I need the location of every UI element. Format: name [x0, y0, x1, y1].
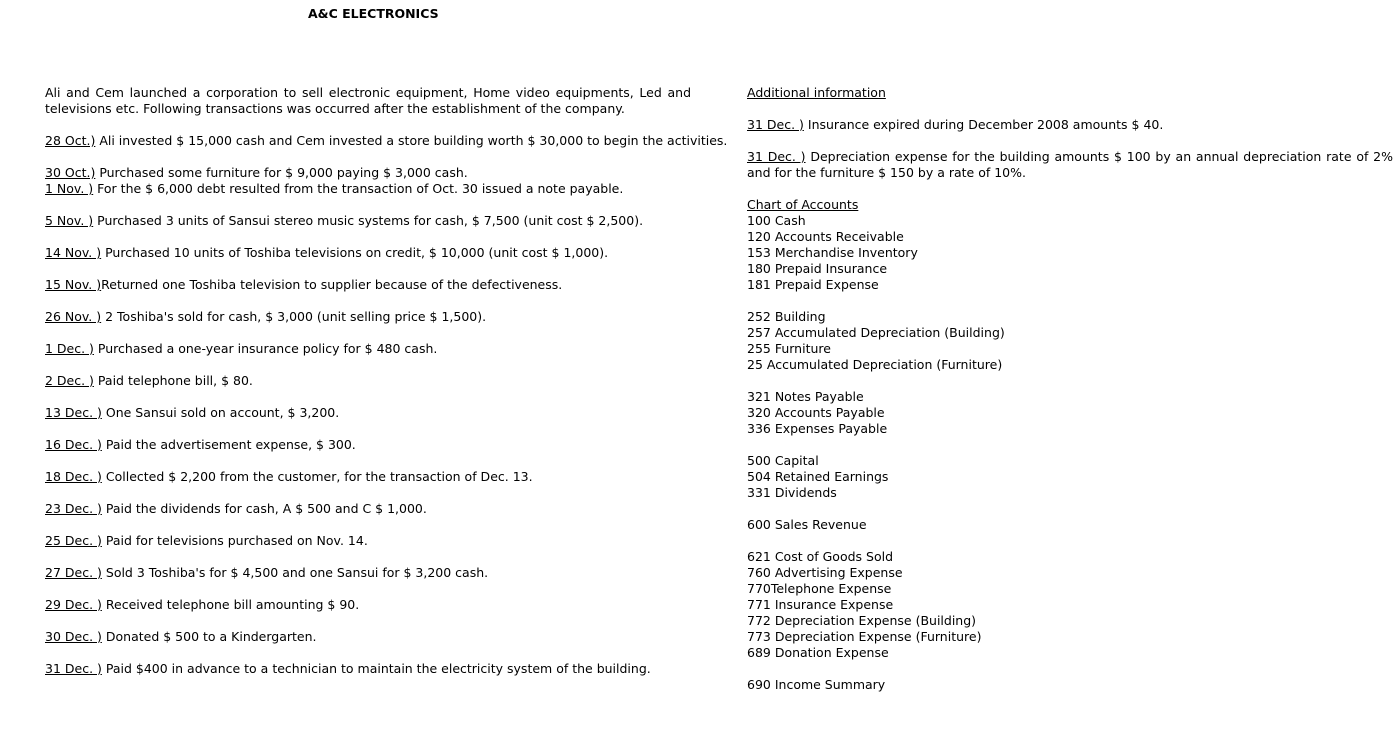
transaction-list — [45, 133, 728, 677]
transaction-item — [45, 565, 691, 581]
intro-paragraph: Ali and Cem launched a corporation to sell electronic equipment, Home video equipments, Led and televisions etc. Following transactions was occurred after the establishment of the company. — [45, 85, 691, 116]
account-item: 760 Advertising Expense — [747, 565, 903, 580]
transaction-date: 28 Oct.) — [45, 133, 96, 148]
transaction-item — [45, 181, 691, 197]
account-item: 255 Furniture — [747, 341, 831, 356]
transaction-text: Purchased 3 units of Sansui stereo music systems for cash, $ 7,500 (unit cost $ 2,500). — [93, 213, 644, 228]
transaction-text: One Sansui sold on account, $ 3,200. — [101, 405, 340, 420]
account-item: 773 Depreciation Expense (Furniture) — [747, 629, 982, 644]
transaction-text: Donated $ 500 to a Kindergarten. — [101, 629, 317, 644]
transaction-item — [45, 597, 691, 613]
account-group — [747, 453, 1393, 501]
transaction-item — [45, 469, 691, 485]
account-group — [747, 517, 1393, 533]
transaction-date: 25 Dec. ) — [45, 533, 102, 548]
document-title: A&C ELECTRONICS — [308, 6, 439, 21]
transaction-text: Paid $400 in advance to a technician to maintain the electricity system of the building. — [101, 661, 651, 676]
account-item: 621 Cost of Goods Sold — [747, 549, 894, 564]
transaction-text: Returned one Toshiba television to supplier because of the defectiveness. — [101, 277, 563, 292]
account-item: 336 Expenses Payable — [747, 421, 888, 436]
transaction-date: 13 Dec. ) — [45, 405, 102, 420]
transaction-text: Paid the dividends for cash, A $ 500 and C $ 1,000. — [101, 501, 427, 516]
account-item: 321 Notes Payable — [747, 389, 864, 404]
additional-info-item — [747, 117, 1393, 133]
account-item: 120 Accounts Receivable — [747, 229, 904, 244]
transaction-item — [45, 245, 691, 261]
account-item: 320 Accounts Payable — [747, 405, 885, 420]
transactions-column — [45, 85, 728, 693]
transaction-text: Paid for televisions purchased on Nov. 14. — [101, 533, 368, 548]
transaction-text: 2 Toshiba's sold for cash, $ 3,000 (unit selling price $ 1,500). — [101, 309, 487, 324]
transaction-date: 14 Nov. ) — [45, 245, 102, 260]
transaction-text: Paid the advertisement expense, $ 300. — [101, 437, 356, 452]
transaction-item — [45, 373, 691, 389]
account-item: 153 Merchandise Inventory — [747, 245, 918, 260]
transaction-item — [45, 405, 691, 421]
transaction-item — [45, 133, 728, 149]
chart-of-accounts-heading: Chart of Accounts — [747, 197, 859, 212]
transaction-date: 27 Dec. ) — [45, 565, 102, 580]
transaction-date: 1 Nov. ) — [45, 181, 94, 196]
account-item: 772 Depreciation Expense (Building) — [747, 613, 977, 628]
transaction-item — [45, 629, 691, 645]
transaction-item — [45, 661, 691, 677]
account-item: 504 Retained Earnings — [747, 469, 889, 484]
account-item: 770Telephone Expense — [747, 581, 892, 596]
transaction-item — [45, 501, 691, 517]
account-group — [747, 677, 1393, 693]
transaction-text: Ali invested $ 15,000 cash and Cem invested a store building worth $ 30,000 to begin the activities. — [95, 133, 728, 148]
account-item: 257 Accumulated Depreciation (Building) — [747, 325, 1005, 340]
additional-info-section — [747, 85, 1393, 101]
account-item: 331 Dividends — [747, 485, 837, 500]
transaction-date: 5 Nov. ) — [45, 213, 94, 228]
transaction-date: 30 Oct.) — [45, 165, 96, 180]
account-item: 252 Building — [747, 309, 826, 324]
transaction-item — [45, 165, 691, 181]
transaction-item — [45, 437, 691, 453]
transaction-date: 31 Dec. ) — [45, 661, 102, 676]
additional-info-text: Insurance expired during December 2008 amounts $ 40. — [803, 117, 1164, 132]
transaction-text: Purchased 10 units of Toshiba televisions on credit, $ 10,000 (unit cost $ 1,000). — [101, 245, 609, 260]
transaction-item — [45, 533, 691, 549]
account-group — [747, 389, 1393, 437]
account-group — [747, 549, 1393, 661]
transaction-text: For the $ 6,000 debt resulted from the transaction of Oct. 30 issued a note payable. — [93, 181, 624, 196]
transaction-item — [45, 277, 691, 293]
transaction-text: Received telephone bill amounting $ 90. — [101, 597, 360, 612]
transaction-date: 29 Dec. ) — [45, 597, 102, 612]
transaction-date: 15 Nov. ) — [45, 277, 102, 292]
account-item: 500 Capital — [747, 453, 819, 468]
transaction-date: 1 Dec. ) — [45, 341, 94, 356]
transaction-date: 30 Dec. ) — [45, 629, 102, 644]
transaction-date: 26 Nov. ) — [45, 309, 102, 324]
additional-info-heading: Additional information — [747, 85, 886, 100]
transaction-date: 2 Dec. ) — [45, 373, 94, 388]
transaction-text: Purchased a one-year insurance policy for $ 480 cash. — [93, 341, 438, 356]
chart-of-accounts-list — [747, 213, 1393, 693]
account-item: 690 Income Summary — [747, 677, 886, 692]
account-item: 180 Prepaid Insurance — [747, 261, 888, 276]
account-item: 689 Donation Expense — [747, 645, 889, 660]
account-item: 600 Sales Revenue — [747, 517, 867, 532]
transaction-item — [45, 309, 691, 325]
account-item: 25 Accumulated Depreciation (Furniture) — [747, 357, 1003, 372]
account-group — [747, 213, 1393, 293]
transaction-date: 16 Dec. ) — [45, 437, 102, 452]
transaction-item — [45, 213, 691, 229]
transaction-date: 23 Dec. ) — [45, 501, 102, 516]
transaction-text: Paid telephone bill, $ 80. — [93, 373, 253, 388]
additional-info-date: 31 Dec. ) — [747, 149, 806, 164]
info-column — [747, 85, 1393, 709]
transaction-text: Collected $ 2,200 from the customer, for the transaction of Dec. 13. — [101, 469, 533, 484]
account-item: 100 Cash — [747, 213, 806, 228]
additional-info-text: Depreciation expense for the building amounts $ 100 by an annual depreciation rate of 2% and for the furniture $ 150 by a rate of 10%. — [747, 149, 1393, 180]
transaction-date: 18 Dec. ) — [45, 469, 102, 484]
transaction-item — [45, 341, 691, 357]
account-group — [747, 309, 1393, 373]
transaction-text: Sold 3 Toshiba's for $ 4,500 and one Sansui for $ 3,200 cash. — [101, 565, 489, 580]
account-item: 771 Insurance Expense — [747, 597, 894, 612]
transaction-text: Purchased some furniture for $ 9,000 paying $ 3,000 cash. — [95, 165, 468, 180]
additional-info-date: 31 Dec. ) — [747, 117, 804, 132]
account-item: 181 Prepaid Expense — [747, 277, 879, 292]
additional-info-item — [747, 149, 1393, 181]
